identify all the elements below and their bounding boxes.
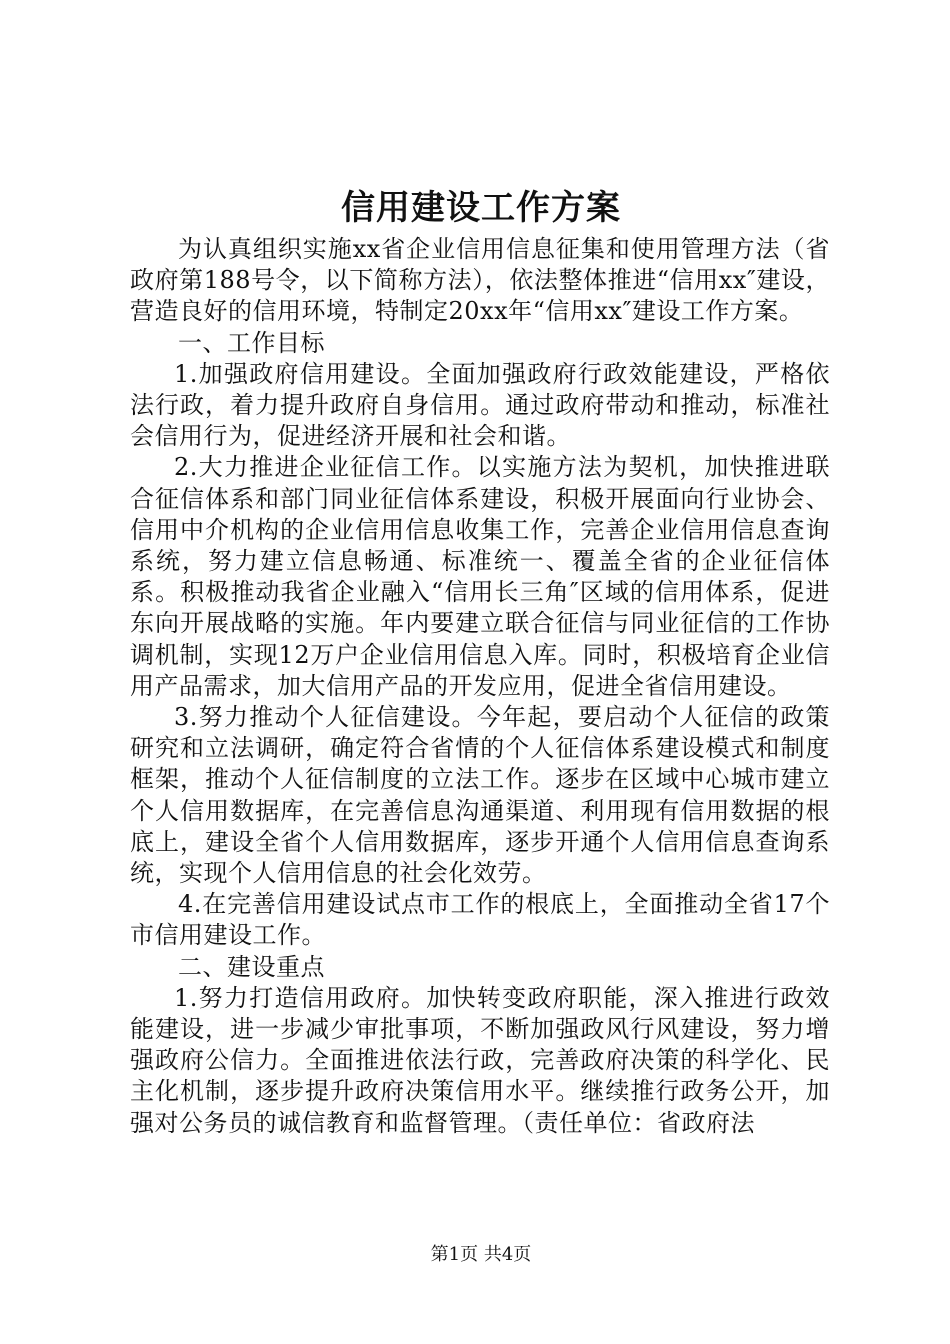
document-title: 信用建设工作方案 [341, 188, 621, 228]
goal-item-1: 1.加强政府信用建设。全面加强政府行政效能建设，严格依法行政，着力提升政府自身信用。通过政府带动和推动，标准社会信用行为，促进经济开展和社会和谐。 [130, 359, 830, 451]
section-heading-focus: 二、建设重点 [178, 952, 325, 981]
goal-item-4: 4.在完善信用建设试点市工作的根底上，全面推动全省17个市信用建设工作。 [130, 890, 830, 950]
document-body [130, 234, 830, 1139]
page-number: 第1页 共4页 [430, 1244, 532, 1265]
focus-item-1: 1.努力打造信用政府。加快转变政府职能，深入推进行政效能建设，进一步减少审批事项，不断加强政风行风建设，努力增强政府公信力。全面推进依法行政，完善政府决策的科学化、民主化机制，逐步提升政府决策信用水平。继续推行政务公开，加强对公务员的诚信教育和监督管理。（责任单位：省政府法 [130, 983, 830, 1137]
intro-paragraph: 为认真组织实施xx省企业信用信息征集和使用管理方法（省政府第188号令，以下简称方法），依法整体推进“信用xx″建设，营造良好的信用环境，特制定20xx年“信用xx″建设工作方案。 [130, 235, 830, 326]
goal-item-2: 2.大力推进企业征信工作。以实施方法为契机，加快推进联合征信体系和部门同业征信体系建设，积极开展面向行业协会、信用中介机构的企业信用信息收集工作，完善企业信用信息查询系统，努力建立信息畅通、标准统一、覆盖全省的企业征信体系。积极推动我省企业融入“信用长三角″区域的信用体系，促进东向开展战略的实施。年内要建立联合征信与同业征信的工作协调机制，实现12万户企业信用信息入库。同时，积极培育企业信用产品需求，加大信用产品的开发应用，促进全省信用建设。 [130, 453, 830, 700]
section-heading-goals: 一、工作目标 [178, 328, 325, 357]
goal-item-3: 3.努力推动个人征信建设。今年起，要启动个人征信的政策研究和立法调研，确定符合省情的个人征信体系建设模式和制度框架，推动个人征信制度的立法工作。逐步在区域中心城市建立个人信用数据库，在完善信息沟通渠道、利用现有信用数据的根底上，建设全省个人信用数据库，逐步开通个人信用信息查询系统，实现个人信用信息的社会化效劳。 [130, 703, 830, 888]
